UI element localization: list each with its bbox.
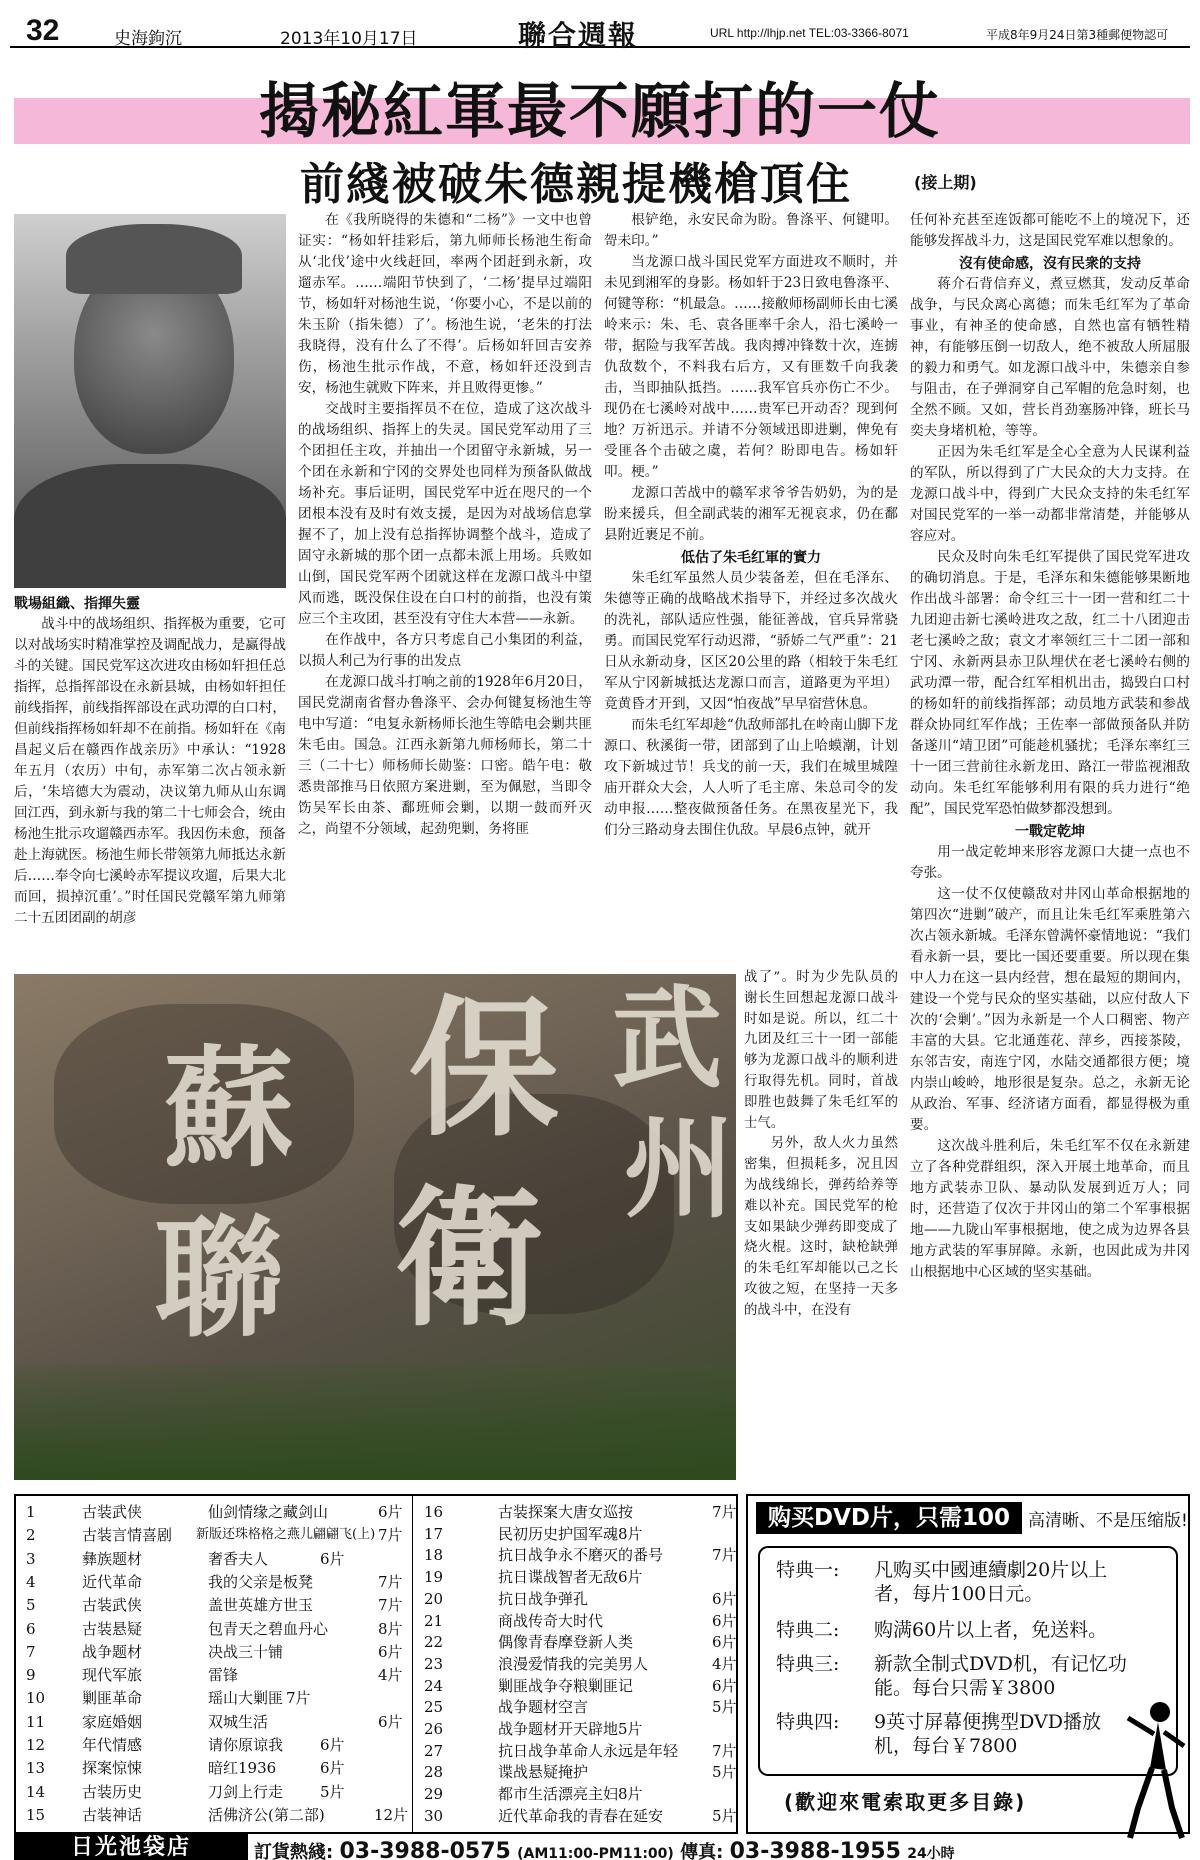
dvd-ad xyxy=(746,1494,1190,1834)
catalog-number: 10 xyxy=(26,1689,46,1708)
catalog-count: 5片 xyxy=(320,1782,345,1801)
portrait-cap xyxy=(66,224,242,294)
catalog-title: 抗日战争革命人永远是年轻 xyxy=(498,1741,679,1760)
catalog-title: 偶像青春摩登新人类 xyxy=(498,1633,634,1652)
catalog-count: 7片 xyxy=(712,1741,737,1760)
column-2 xyxy=(298,210,592,970)
catalog-number: 6 xyxy=(26,1619,36,1638)
catalog-number: 23 xyxy=(424,1654,444,1673)
ad-welcome: (歡迎來電索取更多目錄) xyxy=(784,1790,1027,1814)
offer-2 xyxy=(776,1618,1166,1642)
order-hours: (AM11:00-PM11:00) xyxy=(517,1846,674,1860)
carved-character: 保 xyxy=(409,981,560,1157)
catalog-count: 5片 xyxy=(712,1698,737,1717)
catalog-count: 5片 xyxy=(712,1806,737,1825)
catalog-title: 活佛济公(第二部) xyxy=(208,1805,325,1824)
catalog-number: 22 xyxy=(424,1633,444,1652)
offer-text: 9英寸屏幕便携型DVD播放机，每台￥7800 xyxy=(874,1711,1101,1757)
article-title: 揭秘紅軍最不願打的一仗 xyxy=(259,77,941,147)
column-3 xyxy=(604,210,898,970)
catalog-number: 16 xyxy=(424,1503,444,1521)
catalog-number: 17 xyxy=(424,1524,444,1543)
catalog-genre: 战争题材 xyxy=(82,1642,143,1661)
catalog-number: 27 xyxy=(424,1741,444,1760)
catalog-genre: 彝族题材 xyxy=(82,1549,143,1568)
catalog-genre: 古装言情喜剧 xyxy=(82,1526,173,1545)
catalog-genre: 古装武侠 xyxy=(82,1596,143,1615)
catalog-title: 刀剑上行走 xyxy=(208,1782,284,1801)
rock-carving-photo xyxy=(14,974,736,1480)
catalog-count: 12片 xyxy=(374,1805,409,1824)
catalog-title: 我的父亲是板凳 xyxy=(208,1572,314,1591)
column-4 xyxy=(910,210,1190,1482)
carved-character: 聯 xyxy=(154,1202,285,1355)
catalog-title: 暗红1936 xyxy=(208,1759,277,1778)
catalog-number: 18 xyxy=(424,1546,444,1565)
catalog-number: 7 xyxy=(26,1642,36,1661)
catalog-title: 民初历史护国军魂8片 xyxy=(498,1524,643,1543)
catalog-count: 6片 xyxy=(320,1759,345,1778)
ad-quality-note: 高清晰、不是压缩版! xyxy=(1028,1511,1188,1531)
catalog-title: 双城生活 xyxy=(208,1712,269,1731)
carved-character: 州 xyxy=(624,1104,734,1233)
paragraph: 另外，敌人火力虽然密集，但损耗多，况且因为战线绵长，弹药给养等难以补充。国民党军的枪支如果缺少弹药即变成了烧火棍。这时，缺枪缺弹的朱毛红军却能以己之长攻彼之短，在坚持一天多的战斗中，在没有 xyxy=(744,1136,898,1318)
catalog-title: 瑶山大剿匪 xyxy=(208,1689,284,1708)
offer-label: 特典一: xyxy=(776,1559,840,1581)
dancer-figure-icon xyxy=(1120,1698,1190,1848)
catalog-title: 抗日战争永不磨灭的番号 xyxy=(498,1546,664,1565)
catalog-number: 29 xyxy=(424,1785,444,1804)
catalog-divider xyxy=(412,1496,413,1832)
catalog-count: 4片 xyxy=(378,1666,403,1685)
portrait-body xyxy=(14,464,286,588)
catalog-number: 24 xyxy=(424,1676,444,1695)
postal-permit: 平成8年9月24日第3種郵便物認可 xyxy=(986,28,1169,42)
article-subtitle: 前綫被破朱德親提機槍頂住 xyxy=(300,159,852,210)
catalog-number: 11 xyxy=(26,1712,46,1731)
catalog-title: 盖世英雄方世玉 xyxy=(208,1596,314,1615)
catalog-number: 25 xyxy=(424,1698,444,1717)
column-3-continued xyxy=(744,968,898,1482)
paragraph: 在《我所晓得的朱德和“二杨”》一文中也曾证实：“杨如轩挂彩后，第九师师长杨池生衔命从‘北伐’途中火线赶回，率两个团赶到永新，攻遛赤军。……端阳节快到了，‘二杨’提早过端阳节，杨如轩对杨池生说，‘你要小心，不是以前的朱玉阶（指朱德）了’。杨池生说，‘老朱的打法我晓得，没有什么了不得’。后杨如轩回吉安养伤，杨池生批示作战，不意，杨如轩还没到吉安，杨池生就败下阵来，并且败得更惨。” xyxy=(298,212,592,396)
catalog-count: 7片 xyxy=(378,1596,403,1615)
dvd-catalog xyxy=(14,1494,738,1834)
page-number: 32 xyxy=(26,14,60,47)
carved-character: 武 xyxy=(612,974,722,1103)
offer-text: 购满60片以上者，免送料。 xyxy=(874,1619,1108,1641)
catalog-number: 21 xyxy=(424,1611,444,1630)
paragraph: 而朱毛红军却趁“仇敌师部扎在岭南山脚下龙源口、秋溪街一带，团部到了山上哈蟆潮，计划攻下新城过节！兵戈的前一天，我们在城里城隍庙开群众大会，人人听了毛主席、朱总司令的发动申报……整夜做预备任务。在黑夜星光下，我们分三路动身去围住仇敌。早晨6点钟，就开 xyxy=(604,717,898,838)
catalog-number: 2 xyxy=(26,1526,36,1545)
catalog-number: 20 xyxy=(424,1589,444,1608)
offer-text: 凡购买中國連續劇20片以上者，每片100日元。 xyxy=(874,1559,1108,1605)
catalog-title: 战争题材开天辟地5片 xyxy=(498,1720,643,1738)
catalog-count: 7片 xyxy=(378,1526,403,1545)
paragraph: 这次战斗胜利后，朱毛红军不仅在永新建立了各种党群组织，深入开展土地革命，而且地方武装赤卫队、暴动队发展到近万人；同时，还营造了仅次于井冈山的第二个军事根据地——九陇山军事根据地，使之成为边界各县地方武装的军事屏障。永新，也因此成为井冈山根据地中心区域的坚实基础。 xyxy=(910,1138,1190,1280)
order-label: 訂貨熱綫: xyxy=(254,1842,334,1860)
catalog-count: 6片 xyxy=(320,1736,345,1754)
offer-text: 新款全制式DVD机，有记忆功能。每台只需￥3800 xyxy=(874,1653,1127,1699)
catalog-number: 4 xyxy=(26,1572,36,1591)
catalog-title: 请你原谅我 xyxy=(208,1736,284,1754)
paragraph: 战斗中的战场组织、指挥极为重要，它可以对战场实时精准掌控及调配战力，是赢得战斗的关键。国民党军这次进攻由杨如轩担任总指挥，总指挥部设在永新县城，由杨如轩担任前线指挥，前线指挥部设在武功潭的白口村，但前线指挥杨如轩却不在前指。杨如轩在《南昌起义后在赣西作战亲历》中承认：“1928年五月（农历）中旬，赤军第二次占领永新后，‘朱培德大为震动，决议第九师从山东调回江西，到永新与我的第二十七师会合，统由杨池生批示攻遛赣西赤军。我因伤未愈，预备赴上海就医。杨池生师长带领第九师抵达永新后……奉令向七溪岭赤军提议攻遛，后果大北而回，损掉沉重’。”时任国民党赣军第九师第二十五团团副的胡彦 xyxy=(14,616,286,926)
catalog-title: 浪漫爱情我的完美男人 xyxy=(498,1654,649,1673)
footer-bar xyxy=(14,1835,1190,1860)
offer-1 xyxy=(776,1558,1166,1606)
catalog-number: 19 xyxy=(424,1568,444,1587)
catalog-title: 奢香夫人 xyxy=(208,1549,269,1568)
catalog-title: 谍战悬疑掩护 xyxy=(498,1763,589,1782)
fax-label: 傳真: xyxy=(680,1842,724,1860)
order-line xyxy=(254,1838,955,1860)
catalog-count: 5片 xyxy=(712,1763,737,1782)
catalog-title: 都市生活漂亮主妇8片 xyxy=(498,1785,643,1804)
fax-number: 03-3988-1955 xyxy=(729,1839,901,1860)
grass-foreground xyxy=(14,1364,736,1480)
catalog-count: 6片 xyxy=(712,1611,737,1630)
catalog-title: 决战三十铺 xyxy=(208,1642,284,1661)
catalog-number: 5 xyxy=(26,1596,36,1615)
carved-character: 衛 xyxy=(394,1171,545,1347)
catalog-number: 15 xyxy=(26,1805,46,1824)
catalog-genre: 家庭婚姻 xyxy=(82,1712,143,1731)
catalog-number: 30 xyxy=(424,1806,444,1825)
catalog-title: 仙剑情缘之藏剑山 xyxy=(208,1503,329,1521)
section-name: 史海鉤沉 xyxy=(114,29,182,49)
catalog-title: 抗日谍战智者无敌6片 xyxy=(498,1568,643,1587)
catalog-count: 6片 xyxy=(378,1712,403,1731)
catalog-count: 8片 xyxy=(378,1619,403,1638)
offer-box xyxy=(758,1546,1178,1776)
paragraph: 正因为朱毛红军是全心全意为人民谋利益的军队，所以得到了广大民众的大力支持。在龙源口战斗中，得到广大民众支持的朱毛红军对国民党军的一举一动都非常清楚，并能够从容应对。 xyxy=(910,444,1190,544)
catalog-genre: 现代军旅 xyxy=(82,1666,143,1685)
order-phone: 03-3988-0575 xyxy=(339,1839,511,1860)
offer-4 xyxy=(776,1710,1116,1758)
catalog-genre: 近代革命 xyxy=(82,1572,143,1591)
catalog-count: 6片 xyxy=(712,1589,737,1608)
catalog-genre: 古装神话 xyxy=(82,1805,143,1824)
issue-date: 2013年10月17日 xyxy=(280,29,418,49)
catalog-genre: 探案惊悚 xyxy=(82,1759,143,1778)
paragraph: 这一仗不仅使赣敌对井冈山革命根据地的第四次“进剿”破产，而且让朱毛红军乘胜第六次占领永新城。毛泽东曾满怀豪情地说：“我们看永新一县，要比一国还要重要。所以现在集中人力在这一县内经营，想在最短的期间内，建设一个党与民众的坚实基础，以应付敌人下次的‘会剿’。”因为永新是一个人口稠密、物产丰富的大县。它北通莲花、萍乡，西接茶陵，东邻吉安，南连宁冈，水陆交通都很方便；境内崇山峻岭，地形很是复杂。总之，永新无论从政治、军事、经济诸方面看，都显得极为重要。 xyxy=(910,886,1190,1133)
catalog-genre: 剿匪革命 xyxy=(82,1689,143,1708)
catalog-count: 6片 xyxy=(712,1633,737,1652)
catalog-genre: 古装历史 xyxy=(82,1782,143,1801)
section-heading: 低估了朱毛红軍的實力 xyxy=(681,550,821,566)
catalog-count: 4片 xyxy=(712,1654,737,1673)
catalog-count: 7片 xyxy=(712,1546,737,1565)
catalog-title: 抗日战争弹孔 xyxy=(498,1589,589,1608)
paragraph: 根铲绝，永安民命为盼。鲁涤平、何键叩。哿未印。” xyxy=(604,212,898,249)
catalog-count: 7片 xyxy=(712,1503,737,1521)
paragraph: 战了”。时为少先队员的谢长生回想起龙源口战斗时如是说。所以，红二十九团及红三十一团一部能够为龙源口战斗的顺利进行取得先机。同时，首战即胜也鼓舞了朱毛红军的士气。 xyxy=(744,970,898,1131)
paragraph: 龙源口苦战中的赣军求爷爷告奶奶，为的是盼来援兵，但全副武装的湘军无视哀求，仍在鄱县附近裹足不前。 xyxy=(604,485,898,543)
page-header xyxy=(10,14,1190,52)
catalog-genre: 古装武侠 xyxy=(82,1503,143,1521)
catalog-number: 14 xyxy=(26,1782,46,1801)
paragraph: 交战时主要指挥员不在位，造成了这次战斗的战场组织、指挥上的失灵。国民党军动用了三个团担任主攻，并抽出一个团留守永新城，另一个团在永新和宁冈的交界处也同样为预备队做战场补充。事后证明，国民党军中近在咫尺的一个团根本没有及时有效支援，是因为对战场信息掌握不了，加上没有总指挥协调整个战斗，造成了固守永新城的那个团一点都未派上用场。兵败如山倒，国民党军两个团就这样在龙源口战斗中望风而逃，既没保住设在白口村的前指，也没有策应三个主攻团，甚至没有守住大本营——永新。 xyxy=(298,401,592,627)
catalog-title: 商战传奇大时代 xyxy=(498,1611,604,1630)
section-heading: 戰場組織、指揮失靈 xyxy=(14,596,140,612)
fax-hours: 24小時 xyxy=(907,1846,955,1860)
catalog-genre: 年代情感 xyxy=(82,1736,143,1754)
offer-label: 特典四: xyxy=(776,1711,840,1733)
paragraph: 用一战定乾坤来形容龙源口大捷一点也不夸张。 xyxy=(910,844,1190,881)
paragraph: 在作战中，各方只考虑自己小集团的利益，以损人利己为行事的出发点 xyxy=(298,632,592,669)
catalog-count: 7片 xyxy=(286,1689,311,1708)
catalog-title: 新版还珠格格之燕儿翩翩飞(上) xyxy=(196,1527,376,1543)
catalog-number: 12 xyxy=(26,1736,46,1754)
paragraph: 当龙源口战斗国民党军方面进攻不顺时，并未见到湘军的身影。杨如轩于23日致电鲁涤平、何键等称：“机最急。……接敝师杨副师长由七溪岭来示：朱、毛、袁各匪率千余人，沿七溪岭一带，据险与我军苦战。我肉搏冲锋数十次，连掳仇敌数个，不料我右后方，又有匪数千向我袭击，当即抽队抵挡。……我军官兵亦伤亡不少。现仍在七溪岭对战中……贵军已开动否？现到何地？万祈迅示。并请不分领域迅即进剿，俾免有受匪各个击破之虞，若何？盼即电告。杨如轩叩。梗。” xyxy=(604,254,898,480)
section-heading: 沒有使命感，沒有民衆的支持 xyxy=(959,256,1141,272)
catalog-number: 28 xyxy=(424,1763,444,1782)
catalog-number: 13 xyxy=(26,1759,46,1778)
carved-character: 蘇 xyxy=(164,1032,295,1185)
catalog-title: 雷锋 xyxy=(208,1666,239,1685)
catalog-title: 包青天之碧血丹心 xyxy=(208,1619,329,1638)
portrait-photo xyxy=(14,214,286,588)
paragraph: 蒋介石背信弃义，煮豆燃萁，发动反革命战争，与民众离心离德；而朱毛红军为了革命事业，有神圣的使命感，自然也富有牺牲精神，有能够压倒一切敌人，绝不被敌人所屈服的毅力和勇气。如龙源口战斗中，朱德亲自参与阻击，在子弹洞穿自己军帽的危急时刻，也全然不顾。又如，营长肖劲塞肠冲锋，班长马奕夫身堵机枪，等等。 xyxy=(910,276,1190,439)
catalog-number: 3 xyxy=(26,1549,36,1568)
paragraph: 在龙源口战斗打响之前的1928年6月20日，国民党湖南省督办鲁涤平、会办何键复杨池生等电中写道：“电复永新杨师长池生等皓电会剿共匪朱毛由。国急。江西永新第九师杨师长，第二十三（二十七）师杨师长勋鉴：口密。皓午电：敬悉贵部推马日依照方案进剿，至为佩慰，当即令饬吴军长由茶、鄱班师会剿，以期一鼓而歼灭之，尚望不分领域，起劲兜剿，务将匪 xyxy=(298,674,592,837)
catalog-genre: 古装悬疑 xyxy=(82,1619,143,1638)
catalog-title: 战争题材空言 xyxy=(498,1698,589,1717)
catalog-count: 6片 xyxy=(712,1676,737,1695)
catalog-title: 剿匪战争夺粮剿匪记 xyxy=(498,1676,634,1695)
catalog-number: 9 xyxy=(26,1666,36,1685)
catalog-title: 近代革命我的青春在延安 xyxy=(498,1806,664,1825)
contact-url: URL http://lhjp.net TEL:03-3366-8071 xyxy=(710,26,909,40)
shop-name: 日光池袋店 xyxy=(14,1834,248,1860)
paragraph: 任何补充甚至连饭都可能吃不上的境况下，还能够发挥战斗力，这是国民党军难以想象的。 xyxy=(910,212,1190,249)
paragraph: 民众及时向朱毛红军提供了国民党军进攻的确切消息。于是，毛泽东和朱德能够果断地作出战斗部署：命令红三十一团一营和红二十九团迎击新七溪岭进攻之敌，红二十八团迎击老七溪岭之敌；袁文才率领红三十二团一部和宁冈、永新两县赤卫队埋伏在老七溪岭右侧的武功潭一带，配合红军相机出击，捣毁白口村的杨如轩的前线指挥部；动员地方武装和参战群众协同红军作战；王佐率一部做预备队并防备遂川“靖卫团”可能趁机骚扰；毛泽东率红三十一团三营前往永新龙田、路江一带监视湘敌动向。朱毛红军能够利用有限的兵力进行“绝配”，国民党军恐怕做梦都没想到。 xyxy=(910,549,1190,817)
catalog-number: 26 xyxy=(424,1720,444,1738)
offer-label: 特典三: xyxy=(776,1653,840,1675)
offer-label: 特典二: xyxy=(776,1619,840,1641)
offer-3 xyxy=(776,1652,1166,1700)
catalog-count: 6片 xyxy=(378,1642,403,1661)
masthead: 聯合週報 xyxy=(518,19,639,52)
catalog-number: 1 xyxy=(26,1503,36,1521)
section-heading: 一戰定乾坤 xyxy=(1015,824,1085,840)
ad-header xyxy=(748,1496,1188,1563)
paragraph: 朱毛红军虽然人员少装备差，但在毛泽东、朱德等正确的战略战术指导下，并经过多次战火的洗礼，部队适应性强，能征善战，官兵异常骁勇。而国民党军行动迟滞，“骄娇二气严重”：21日从永新动身，区区20公里的路（相较于朱毛红军从宁冈新城抵达龙源口而言，道路更为平坦）竟黄昏才开到，又因“怕夜战”早早宿营休息。 xyxy=(604,570,898,712)
catalog-count: 6片 xyxy=(378,1503,403,1521)
column-1 xyxy=(14,592,286,968)
continued-note: (接上期) xyxy=(914,173,977,192)
catalog-title: 古装探案大唐女巡按 xyxy=(498,1503,634,1521)
catalog-count: 7片 xyxy=(378,1572,403,1591)
ad-banner: 购买DVD片，只需100円！ xyxy=(756,1502,1022,1534)
catalog-count: 6片 xyxy=(320,1549,345,1568)
